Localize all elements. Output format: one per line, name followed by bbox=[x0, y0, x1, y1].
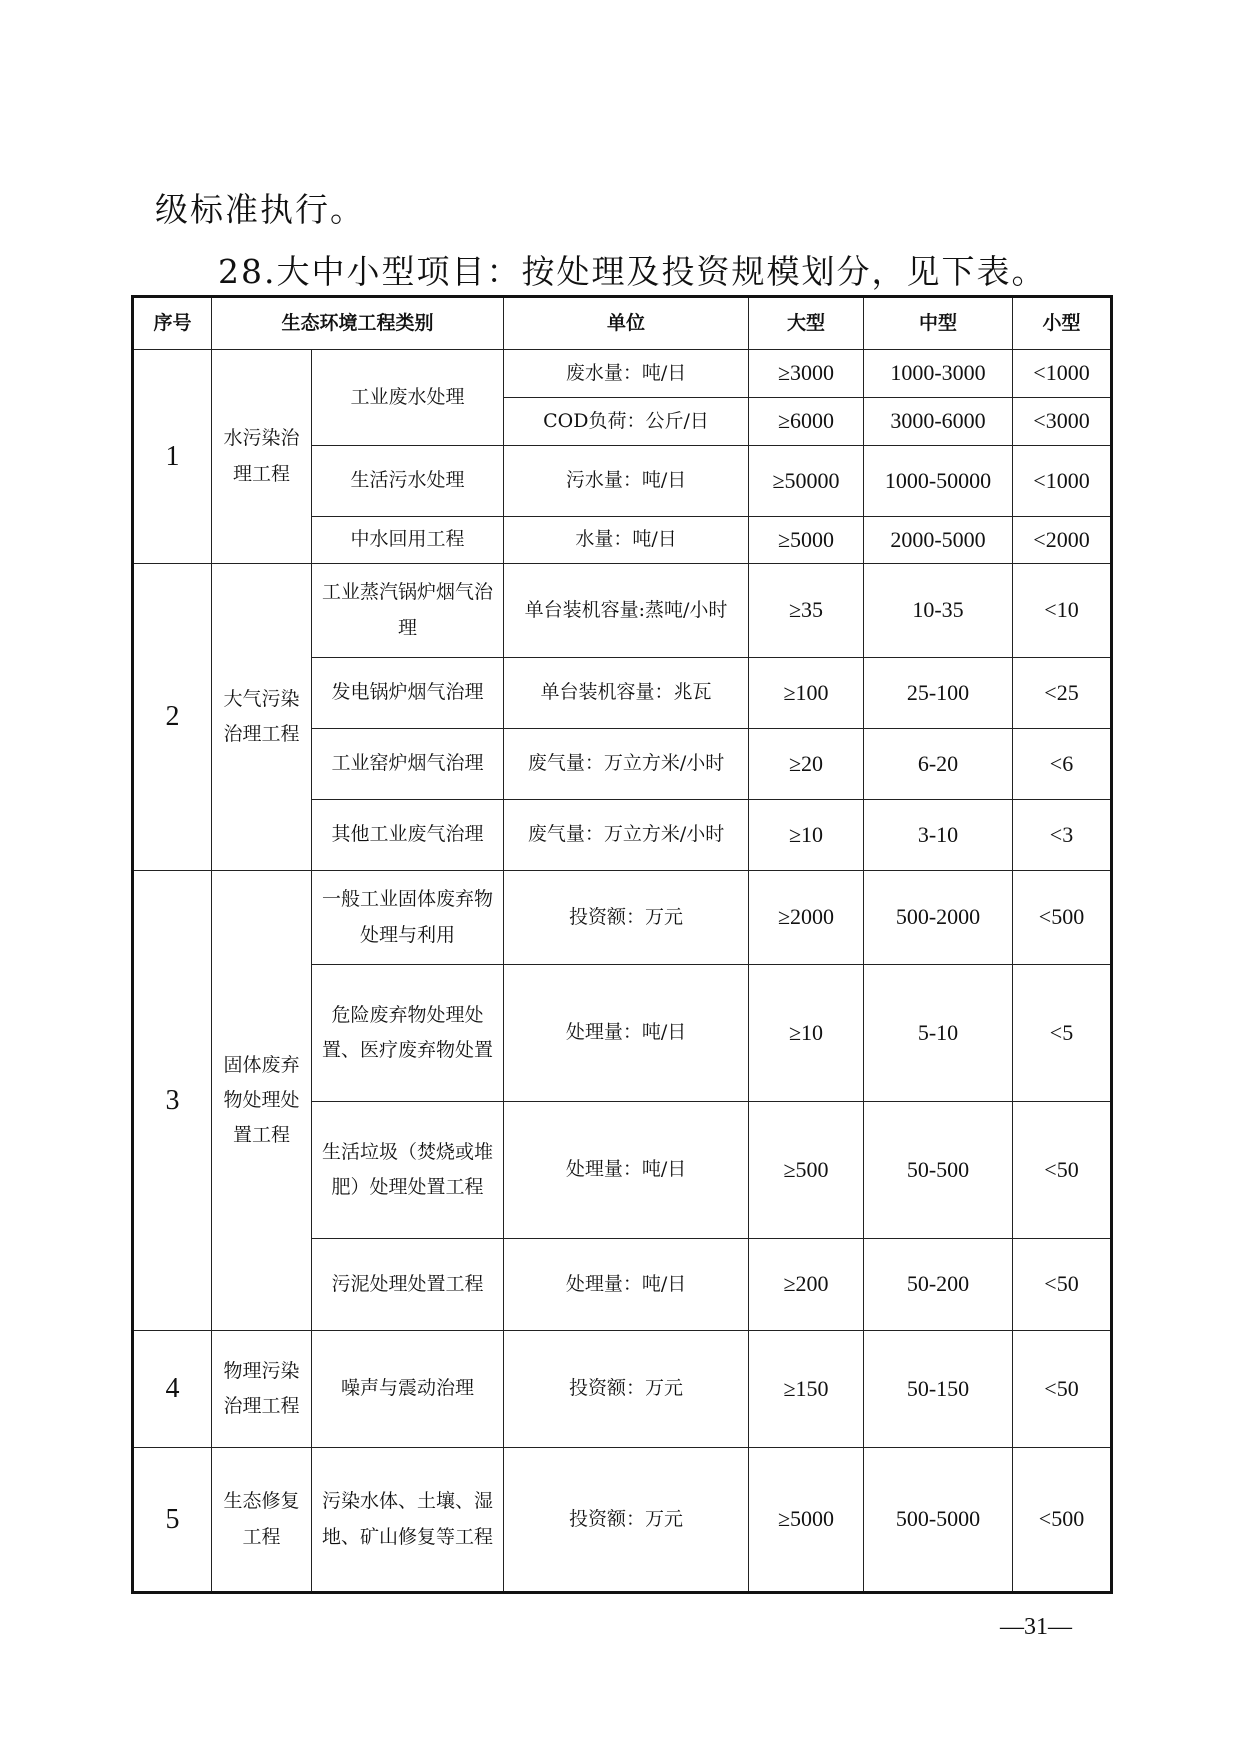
item-name: 中水回用工程 bbox=[312, 517, 504, 564]
item-name: 危险废弃物处理处置、医疗废弃物处置 bbox=[312, 965, 504, 1102]
item-name: 工业窑炉烟气治理 bbox=[312, 729, 504, 800]
group-name: 固体废弃物处理处置工程 bbox=[212, 871, 312, 1331]
group-name: 生态修复工程 bbox=[212, 1448, 312, 1593]
small-cell: <500 bbox=[1013, 871, 1112, 965]
medium-cell: 3000-6000 bbox=[864, 398, 1013, 446]
item-name: 其他工业废气治理 bbox=[312, 800, 504, 871]
small-cell: <50 bbox=[1013, 1331, 1112, 1448]
group-seq: 4 bbox=[133, 1331, 212, 1448]
item-name: 生活垃圾（焚烧或堆肥）处理处置工程 bbox=[312, 1102, 504, 1239]
unit-cell: 废气量：万立方米/小时 bbox=[504, 800, 749, 871]
medium-cell: 25-100 bbox=[864, 658, 1013, 729]
medium-cell: 50-200 bbox=[864, 1239, 1013, 1331]
small-cell: <6 bbox=[1013, 729, 1112, 800]
large-cell: ≥10 bbox=[749, 965, 864, 1102]
item-name: 噪声与震动治理 bbox=[312, 1331, 504, 1448]
unit-cell: 处理量：吨/日 bbox=[504, 965, 749, 1102]
small-cell: <50 bbox=[1013, 1102, 1112, 1239]
unit-cell: 投资额：万元 bbox=[504, 871, 749, 965]
small-cell: <3000 bbox=[1013, 398, 1112, 446]
large-cell: ≥20 bbox=[749, 729, 864, 800]
medium-cell: 500-5000 bbox=[864, 1448, 1013, 1593]
header-seq: 序号 bbox=[133, 297, 212, 350]
unit-cell: 单台装机容量:蒸吨/小时 bbox=[504, 564, 749, 658]
medium-cell: 2000-5000 bbox=[864, 517, 1013, 564]
group-seq: 3 bbox=[133, 871, 212, 1331]
large-cell: ≥5000 bbox=[749, 517, 864, 564]
small-cell: <500 bbox=[1013, 1448, 1112, 1593]
medium-cell: 1000-3000 bbox=[864, 350, 1013, 398]
large-cell: ≥2000 bbox=[749, 871, 864, 965]
large-cell: ≥3000 bbox=[749, 350, 864, 398]
item-name: 生活污水处理 bbox=[312, 446, 504, 517]
unit-cell: 处理量：吨/日 bbox=[504, 1239, 749, 1331]
header-large: 大型 bbox=[749, 297, 864, 350]
unit-cell: 处理量：吨/日 bbox=[504, 1102, 749, 1239]
unit-cell: 水量：吨/日 bbox=[504, 517, 749, 564]
group-name: 水污染治理工程 bbox=[212, 350, 312, 564]
item-name: 发电锅炉烟气治理 bbox=[312, 658, 504, 729]
item-name: 一般工业固体废弃物处理与利用 bbox=[312, 871, 504, 965]
group-seq: 5 bbox=[133, 1448, 212, 1593]
medium-cell: 1000-50000 bbox=[864, 446, 1013, 517]
large-cell: ≥6000 bbox=[749, 398, 864, 446]
item-name: 污泥处理处置工程 bbox=[312, 1239, 504, 1331]
unit-cell: 投资额：万元 bbox=[504, 1331, 749, 1448]
header-unit: 单位 bbox=[504, 297, 749, 350]
medium-cell: 10-35 bbox=[864, 564, 1013, 658]
item-name: 工业废水处理 bbox=[312, 350, 504, 446]
header-category: 生态环境工程类别 bbox=[212, 297, 504, 350]
project-scale-table bbox=[131, 295, 1113, 1594]
item-name: 污染水体、土壤、湿地、矿山修复等工程 bbox=[312, 1448, 504, 1593]
large-cell: ≥200 bbox=[749, 1239, 864, 1331]
small-cell: <50 bbox=[1013, 1239, 1112, 1331]
table-row bbox=[133, 871, 1112, 965]
medium-cell: 5-10 bbox=[864, 965, 1013, 1102]
small-cell: <5 bbox=[1013, 965, 1112, 1102]
small-cell: <2000 bbox=[1013, 517, 1112, 564]
medium-cell: 3-10 bbox=[864, 800, 1013, 871]
small-cell: <3 bbox=[1013, 800, 1112, 871]
small-cell: <25 bbox=[1013, 658, 1112, 729]
header-medium: 中型 bbox=[864, 297, 1013, 350]
small-cell: <1000 bbox=[1013, 446, 1112, 517]
large-cell: ≥35 bbox=[749, 564, 864, 658]
header-small: 小型 bbox=[1013, 297, 1112, 350]
unit-cell: 废水量：吨/日 bbox=[504, 350, 749, 398]
text-line-2: 28.大中小型项目：按处理及投资规模划分，见下表。 bbox=[218, 252, 1047, 291]
large-cell: ≥5000 bbox=[749, 1448, 864, 1593]
table-row bbox=[133, 1448, 1112, 1593]
item-name: 工业蒸汽锅炉烟气治理 bbox=[312, 564, 504, 658]
unit-cell: 单台装机容量：兆瓦 bbox=[504, 658, 749, 729]
table-row bbox=[133, 564, 1112, 658]
unit-cell: 废气量：万立方米/小时 bbox=[504, 729, 749, 800]
group-seq: 2 bbox=[133, 564, 212, 871]
group-name: 大气污染治理工程 bbox=[212, 564, 312, 871]
medium-cell: 6-20 bbox=[864, 729, 1013, 800]
text-line-1: 级标准执行。 bbox=[155, 190, 365, 229]
medium-cell: 50-500 bbox=[864, 1102, 1013, 1239]
table-header-row bbox=[133, 297, 1112, 350]
small-cell: <10 bbox=[1013, 564, 1112, 658]
group-name: 物理污染治理工程 bbox=[212, 1331, 312, 1448]
large-cell: ≥500 bbox=[749, 1102, 864, 1239]
unit-cell: COD负荷：公斤/日 bbox=[504, 398, 749, 446]
large-cell: ≥10 bbox=[749, 800, 864, 871]
large-cell: ≥50000 bbox=[749, 446, 864, 517]
table-row bbox=[133, 1331, 1112, 1448]
page-number: —31— bbox=[1000, 1614, 1072, 1640]
large-cell: ≥150 bbox=[749, 1331, 864, 1448]
table-row bbox=[133, 350, 1112, 398]
unit-cell: 投资额：万元 bbox=[504, 1448, 749, 1593]
small-cell: <1000 bbox=[1013, 350, 1112, 398]
unit-cell: 污水量：吨/日 bbox=[504, 446, 749, 517]
large-cell: ≥100 bbox=[749, 658, 864, 729]
medium-cell: 500-2000 bbox=[864, 871, 1013, 965]
medium-cell: 50-150 bbox=[864, 1331, 1013, 1448]
group-seq: 1 bbox=[133, 350, 212, 564]
